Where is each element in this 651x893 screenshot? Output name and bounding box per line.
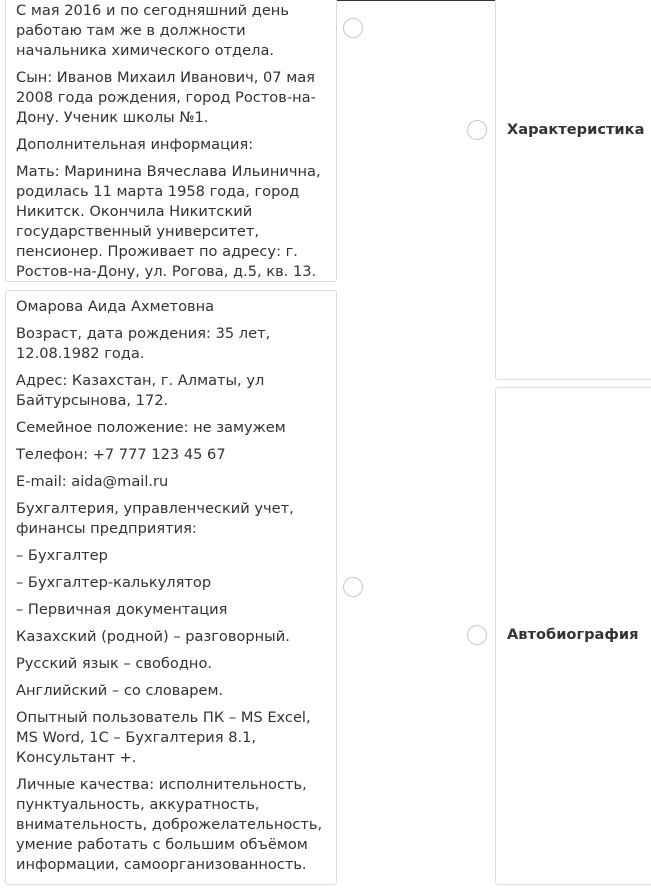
text-card-1 xyxy=(5,0,337,282)
card-2-para-4: Семейное положение: не замужем xyxy=(16,419,286,436)
option-card-1[interactable] xyxy=(495,0,651,380)
card-2-para-6: E-mail: aida@mail.ru xyxy=(16,473,169,490)
card-2-para-12: Русский язык – свободно. xyxy=(16,655,213,672)
card-2-para-8: – Бухгалтер xyxy=(16,547,108,564)
card-2-para-9: – Бухгалтер-калькулятор xyxy=(16,574,212,591)
text-card-2 xyxy=(5,290,337,885)
card-2-para-3: Адрес: Казахстан, г. Алматы, ул Байтурсынова, 172. xyxy=(16,372,265,409)
card-1-para-1: С мая 2016 и по сегодняшний день работаю там же в должности начальника химического отдела. xyxy=(16,2,289,59)
left-item-2-radio[interactable] xyxy=(343,577,363,597)
option-1-radio[interactable] xyxy=(467,120,487,140)
card-2-para-2: Возраст, дата рождения: 35 лет, 12.08.1982 года. xyxy=(16,325,271,362)
card-2-para-11: Казахский (родной) – разговорный. xyxy=(16,628,290,645)
option-2-radio[interactable] xyxy=(467,625,487,645)
card-2-para-5: Телефон: +7 777 123 45 67 xyxy=(16,446,226,463)
card-2-para-1: Омарова Аида Ахметовна xyxy=(16,298,215,315)
card-2-para-15: Личные качества: исполнительность, пунктуальность, аккуратность, внимательность, доброжелательность, умение работать с большим объёмом информации, самоорганизованность. xyxy=(16,776,323,873)
option-1-label[interactable]: Характеристика xyxy=(507,121,645,138)
card-2-text xyxy=(16,297,336,882)
card-2-para-13: Английский – со словарем. xyxy=(16,682,224,699)
card-2-para-10: – Первичная документация xyxy=(16,601,228,618)
card-1-para-2: Сын: Иванов Михаил Иванович, 07 мая 2008 года рождения, город Ростов-на-Дону. Ученик школы №1. xyxy=(16,69,316,126)
card-2-para-7: Бухгалтерия, управленческий учет, финансы предприятия: xyxy=(16,500,294,537)
card-2-para-14: Опытный пользователь ПК – MS Excel, MS Word, 1С – Бухгалтерия 8.1, Консультант +. xyxy=(16,709,311,766)
card-1-text xyxy=(16,1,336,282)
card-1-para-4: Мать: Маринина Вячеслава Ильинична, родилась 11 марта 1958 года, город Никитск. Окончила Никитский государственный университет, пенсионер. Проживает по адресу: г. Ростов-на-Дону, ул. Рогова, д.5, кв. 13. xyxy=(16,163,321,280)
card-1-para-3: Дополнительная информация: xyxy=(16,136,254,153)
left-item-1-radio[interactable] xyxy=(343,18,363,38)
option-2-label[interactable]: Автобиография xyxy=(507,626,639,643)
